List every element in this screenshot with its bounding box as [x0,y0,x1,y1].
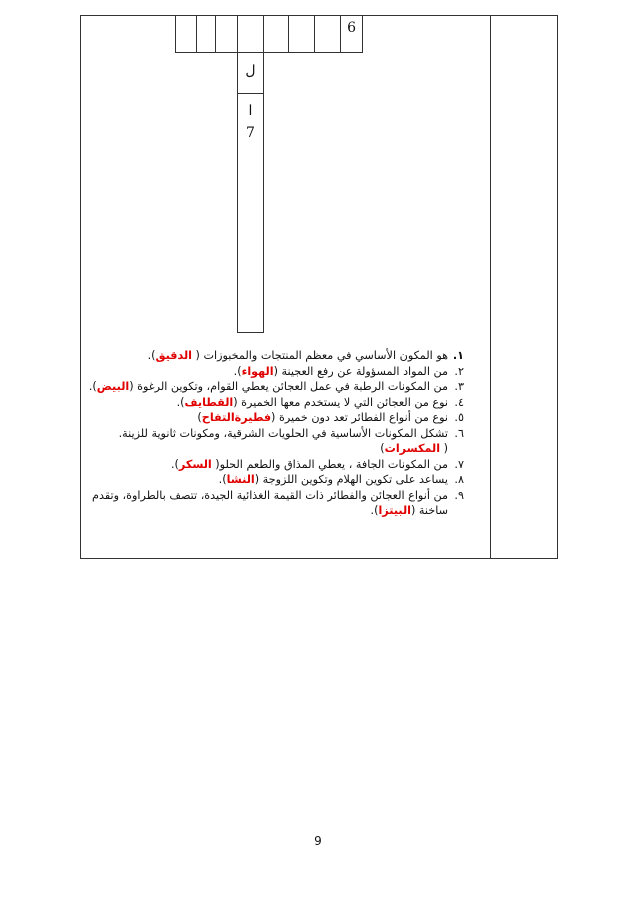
list-item: ٤. نوع من العجائن التي لا يستخدم معها الخميرة (القطايف). [176,395,464,409]
list-item: ٣. من المكونات الرطبة في عمل العجائن يعطي القوام، وتكوين الرغوة (البيض). [88,380,464,393]
crossword-cell [237,15,264,53]
answer: البيض [96,380,130,393]
crossword-cell [314,15,341,53]
answer: فطيرةالتفاح [201,411,272,424]
crossword-vertical-column [237,93,264,333]
answer: الدقيق [155,349,192,362]
page-number: 9 [314,834,322,848]
crossword-cell [263,15,289,53]
crossword-cell [288,15,315,53]
letter-alif: ا [248,103,253,119]
answer: البيتزا [378,504,411,517]
list-item: ٥. نوع من أنواع الفطائر تعد دون خميرة (فطيرةالتفاح) [197,411,464,424]
clues-list [84,348,464,519]
answer: النشا [226,473,255,486]
answer: القطايف [184,395,234,409]
list-item: ١. هو المكون الأساسي في معظم المنتجات والمخبوزات ( الدقيق). [147,349,464,362]
clue-number-7: 7 [246,125,255,141]
list-item: ٩. من أنواع العجائن والفطائر ذات القيمة الغذائية الجيدة، تتصف بالطراوة، وتقدم ساخنة (البيتزا). [92,488,464,517]
crossword-cell [175,15,197,53]
clue-number-6: 6 [347,20,356,36]
answer: المكسرات [384,442,441,455]
list-item: ٨. يساعد على تكوين الهلام وتكوين اللزوجة (النشا). [218,473,464,486]
crossword-cell [215,15,238,53]
list-item: ٧. من المكونات الجافة ، يعطي المذاق والطعم الحلو( السكر). [170,457,464,471]
crossword-cell [196,15,216,53]
column-divider [490,16,491,558]
answer: الهواء [241,364,274,378]
crossword-cell-number [340,15,363,53]
list-item: ٢. من المواد المسؤولة عن رفع العجينة (الهواء). [233,364,464,378]
crossword-cell-letter [237,52,264,94]
crossword-top-stub [382,15,412,16]
letter-lam: ل [245,63,256,79]
answer: السكر [178,457,212,471]
list-item: ٦. تشكل المكونات الأساسية في الحلويات الشرقية، ومكونات ثانوية للزينة. ( المكسرات) [118,426,464,455]
